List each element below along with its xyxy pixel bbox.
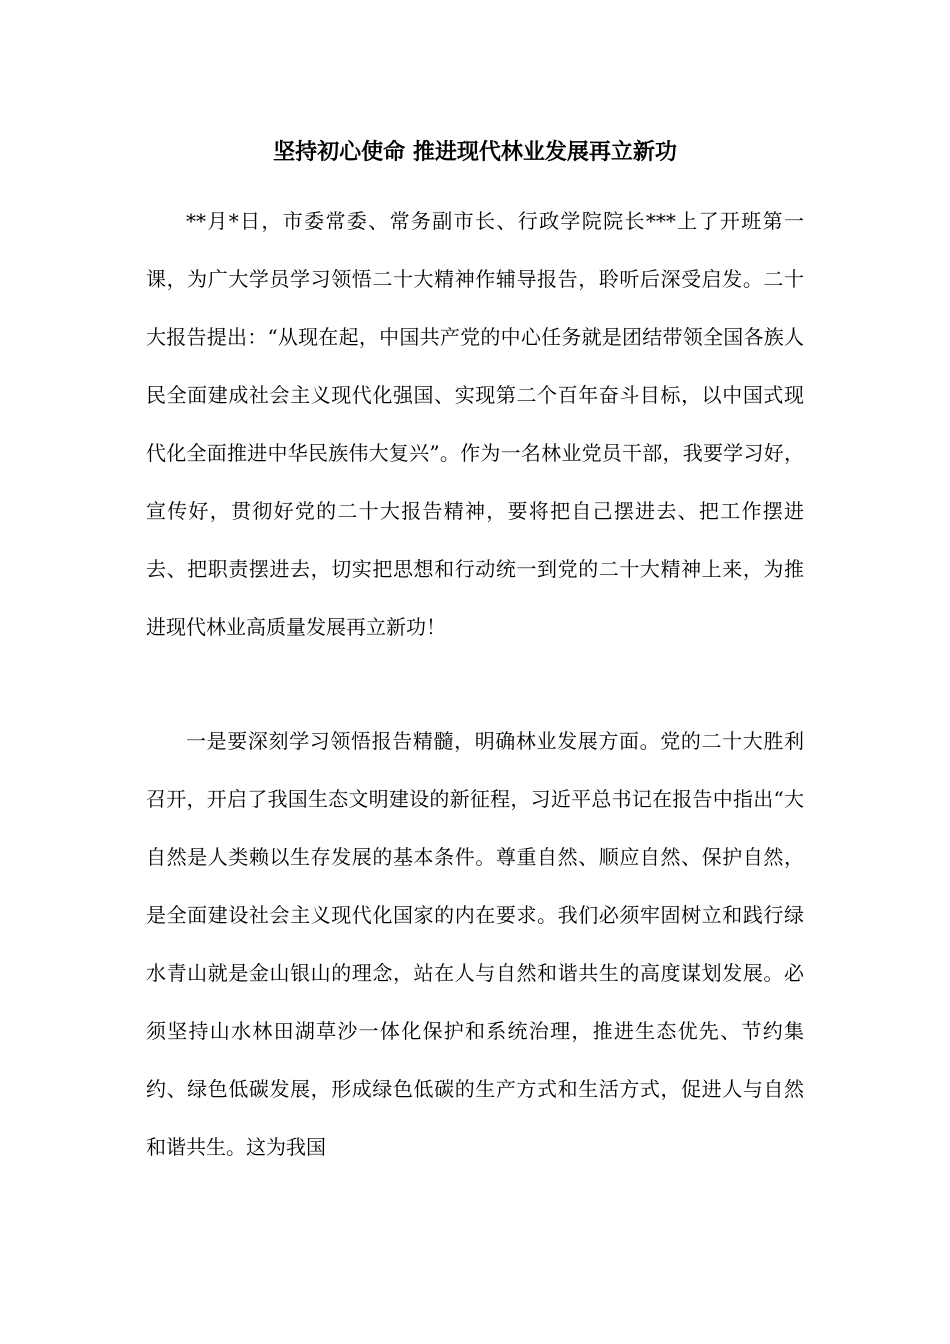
paragraph-1: **月*日，市委常委、常务副市长、行政学院院长***上了开班第一课，为广大学员学习领悟二十大精神作辅导报告，聆听后深受启发。二十大报告提出：“从现在起，中国共产党的中心任务就是团结带领全国各族人民全面建成社会主义现代化强国、实现第二个百年奋斗目标，以中国式现代化全面推进中华民族伟大复兴”。作为一名林业党员干部，我要学习好，宣传好，贯彻好党的二十大报告精神，要将把自己摆进去、把工作摆进去、把职责摆进去，切实把思想和行动统一到党的二十大精神上来，为推进现代林业高质量发展再立新功！ bbox=[146, 209, 804, 639]
paragraph-2: 一是要深刻学习领悟报告精髓，明确林业发展方面。党的二十大胜利召开，开启了我国生态文明建设的新征程，习近平总书记在报告中指出“大自然是人类赖以生存发展的基本条件。尊重自然、顺应自然、保护自然，是全面建设社会主义现代化国家的内在要求。我们必须牢固树立和践行绿水青山就是金山银山的理念，站在人与自然和谐共生的高度谋划发展。必须坚持山水林田湖草沙一体化保护和系统治理，推进生态优先、节约集约、绿色低碳发展，形成绿色低碳的生产方式和生活方式，促进人与自然和谐共生。这为我国 bbox=[146, 729, 804, 1159]
document-title: 坚持初心使命 推进现代林业发展再立新功 bbox=[273, 139, 677, 165]
